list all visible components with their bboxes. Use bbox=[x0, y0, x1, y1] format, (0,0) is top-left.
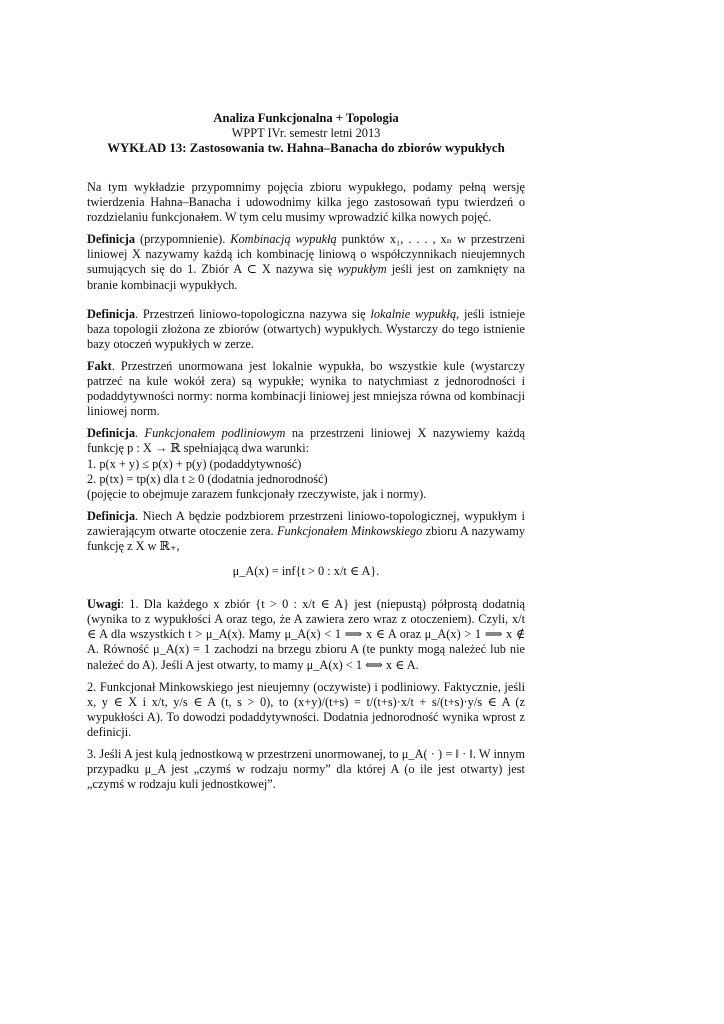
sublinear-term: Funkcjonałem podliniowym bbox=[144, 426, 286, 441]
lecture-body bbox=[87, 180, 525, 799]
definition-minkowski bbox=[87, 509, 525, 554]
fact-label: Fakt bbox=[87, 358, 112, 373]
convex-combination-text: punktów x₁, . . . , xₙ w przestrzeni liniowej X nazywamy każdą ich kombinację liniową o współczynnikach nieujemnych sumujących się do 1. Zbiór A ⊂ X nazywa się bbox=[87, 232, 525, 277]
convex-set-text: jeśli jest on zamknięty na branie kombinacji wypukłych. bbox=[87, 262, 525, 292]
course-subtitle: WPPT IVr. semestr letni 2013 bbox=[231, 126, 381, 140]
remarks-paragraph-1 bbox=[87, 597, 525, 672]
definition-sublinear: Definicja. Funkcjonałem podliniowym na przestrzeni liniowej X nazywiemy każdą funkcję p : X → ℝ spełniającą dwa warunki: 1. p(x + y) ≤ p(x) + p(y) (podaddytywność) 2. p(tx) = tp(x) dla t ≥ 0 (dodatnia jednorodność) (pojęcie to obejmuje zarazem funkcjonały rzeczywiste, jak i normy). bbox=[87, 426, 525, 501]
lecture-title: WYKŁAD 13: Zastosowania tw. Hahna–Banacha do zbiorów wypukłych bbox=[107, 141, 505, 155]
minkowski-text-2: zbioru A nazywamy funkcję z X w ℝ₊, bbox=[87, 523, 525, 553]
document-header bbox=[0, 111, 612, 156]
definition-note: (przypomnienie). bbox=[139, 232, 226, 247]
remarks-paragraph-2: 2. Funkcjonał Minkowskiego jest nieujemny (oczywiste) i podliniowy. Faktycznie, jeśli x, y ∈ X i x/t, y/s ∈ A (t, s > 0), to (x+y)/(t+s) = t/(t+s)·x/t + s/(t+s)·y/s ∈ A (z wypukłości A). To dowodzi podaddytywności. Dodatnia jednorodność wynika wprost z definicji. bbox=[87, 679, 525, 739]
intro-paragraph: Na tym wykładzie przypomnimy pojęcia zbioru wypukłego, podamy pełną wersję twierdzenia Hahna–Banacha i udowodnimy kilka jego zastosowań typu twierdzeń o rozdzielaniu funkcjonałem. W tym celu musimy wprowadzić kilka nowych pojęć. bbox=[87, 180, 525, 225]
fact-paragraph bbox=[87, 359, 525, 419]
convex-set-term: wypukłym bbox=[337, 262, 387, 277]
locally-convex-text-1: . Przestrzeń liniowo-topologiczna nazywa się bbox=[135, 306, 366, 321]
definition-label: Definicja bbox=[87, 508, 135, 523]
sublinear-condition-1: 1. p(x + y) ≤ p(x) + p(y) (podaddytywność) bbox=[87, 456, 302, 471]
definition-label: Definicja bbox=[87, 232, 135, 247]
definition-locally-convex bbox=[87, 307, 525, 352]
sublinear-condition-2: 2. p(tx) = tp(x) dla t ≥ 0 (dodatnia jednorodność) bbox=[87, 471, 328, 486]
minkowski-term: Funkcjonałem Minkowskiego bbox=[277, 523, 423, 538]
definition-convex-combination bbox=[87, 232, 525, 292]
minkowski-formula: μ_A(x) = inf{t > 0 : x/t ∈ A}. bbox=[232, 564, 380, 579]
remark-1-text: : 1. Dla każdego x zbiór {t > 0 : x/t ∈ A} jest (niepustą) półprostą dodatnią (wynika to z wypukłości A oraz tego, że A zawiera zero wraz z otoczeniem). Czyli, x/t ∈ A dla wszystkich t > μ_A(x). Mamy μ_A(x) < 1 ⟹ x ∈ A oraz μ_A(x) > 1 ⟹ x ∉ A. Równość μ_A(x) = 1 zachodzi na brzegu zbioru A (te punkty mogą należeć lub nie należeć do A). Jeśli A jest otwarty, to mamy μ_A(x) < 1 ⟺ x ∈ A. bbox=[87, 597, 525, 672]
remarks-paragraph-3: 3. Jeśli A jest kulą jednostkową w przestrzeni unormowanej, to μ_A( · ) = ‖ · ‖. W innym przypadku μ_A jest „czymś w rodzaju normy” dla której A (o ile jest otwarty) jest „czymś w rodzaju kuli jednostkowej”. bbox=[87, 747, 525, 792]
definition-label: Definicja bbox=[87, 306, 135, 321]
sublinear-note: (pojęcie to obejmuje zarazem funkcjonały rzeczywiste, jak i normy). bbox=[87, 486, 427, 501]
course-title: Analiza Funkcjonalna + Topologia bbox=[213, 111, 399, 125]
definition-label: Definicja bbox=[87, 426, 135, 441]
sublinear-text: na przestrzeni liniowej X nazywiemy każdą funkcję p : X → ℝ spełniającą dwa warunki: bbox=[87, 426, 525, 456]
remarks-label: Uwagi bbox=[87, 597, 121, 612]
locally-convex-text-2: , jeśli istnieje baza topologii złożona ze zbiorów (otwartych) wypukłych. Wystarczy do tego istnienie bazy otoczeń wypukłych w zerze. bbox=[87, 306, 526, 351]
convex-combination-term: Kombinacją wypukłą bbox=[230, 232, 337, 247]
locally-convex-term: lokalnie wypukłą bbox=[370, 306, 457, 321]
fact-text: . Przestrzeń unormowana jest lokalnie wypukła, bo wszystkie kule (wystarczy patrzeć na kule wokół zera) są wypukłe; wynika to natychmiast z jednorodności i podaddytywności normy: norma kombinacji liniowej jest mniejsza równa od kombinacji liniowej norm. bbox=[87, 358, 525, 419]
minkowski-text-1: . Niech A będzie podzbiorem przestrzeni liniowo-topologicznej, wypukłym i zawierającym otwarte otoczenie zera. bbox=[87, 508, 525, 538]
